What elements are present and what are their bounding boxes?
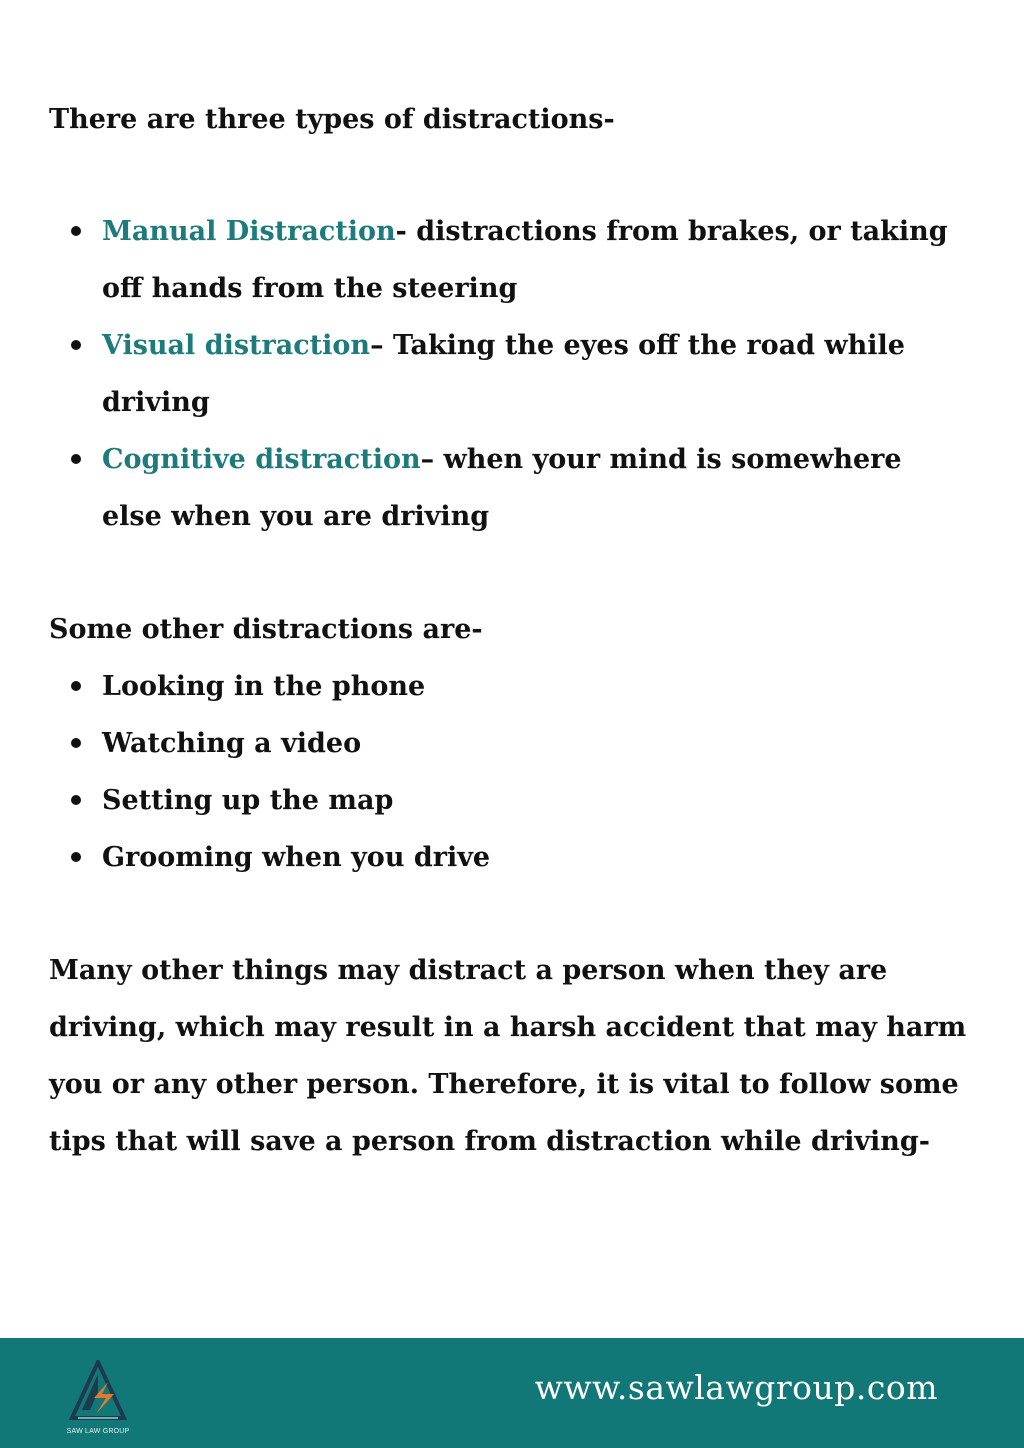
distraction-desc: - distractions from brakes, or taking off hands from the steering — [102, 216, 948, 304]
list-item — [49, 203, 969, 317]
distraction-term: Visual distraction — [102, 330, 371, 361]
list-item — [49, 829, 979, 886]
distraction-desc: – when your mind is somewhere else when you are driving — [102, 444, 902, 532]
list-item — [49, 715, 979, 772]
other-distractions-list — [49, 658, 979, 886]
logo-mark-icon — [68, 1360, 128, 1426]
distraction-term: Cognitive distraction — [102, 444, 421, 475]
bullet-icon — [71, 738, 81, 748]
distraction-types-list — [49, 203, 969, 545]
website-link[interactable]: www.sawlawgroup.com — [534, 1368, 938, 1407]
list-item — [49, 772, 979, 829]
list-item-text: Watching a video — [102, 728, 362, 759]
bullet-icon — [71, 681, 81, 691]
list-item — [49, 658, 979, 715]
closing-paragraph: Many other things may distract a person when they are driving, which may result in a harsh accident that may harm you or any other person. Therefore, it is vital to follow some tips that will save a person from distraction while driving- — [49, 955, 967, 1157]
bullet-icon — [71, 795, 81, 805]
intro-text: There are three types of distractions- — [49, 104, 615, 135]
distraction-term: Manual Distraction — [102, 216, 396, 247]
footer-bar — [0, 1338, 1024, 1448]
list-item — [49, 317, 969, 431]
bullet-icon — [71, 226, 81, 236]
list-item — [49, 431, 969, 545]
saw-law-group-logo — [56, 1360, 140, 1440]
bullet-icon — [71, 454, 81, 464]
other-distractions-heading: Some other distractions are- — [49, 614, 483, 645]
logo-text: SAW LAW GROUP — [66, 1428, 130, 1435]
distraction-desc: – Taking the eyes off the road while driving — [102, 330, 905, 418]
bullet-icon — [71, 852, 81, 862]
list-item-text: Looking in the phone — [102, 671, 426, 702]
list-item-text: Grooming when you drive — [102, 842, 491, 873]
list-item-text: Setting up the map — [102, 785, 394, 816]
bullet-icon — [71, 340, 81, 350]
